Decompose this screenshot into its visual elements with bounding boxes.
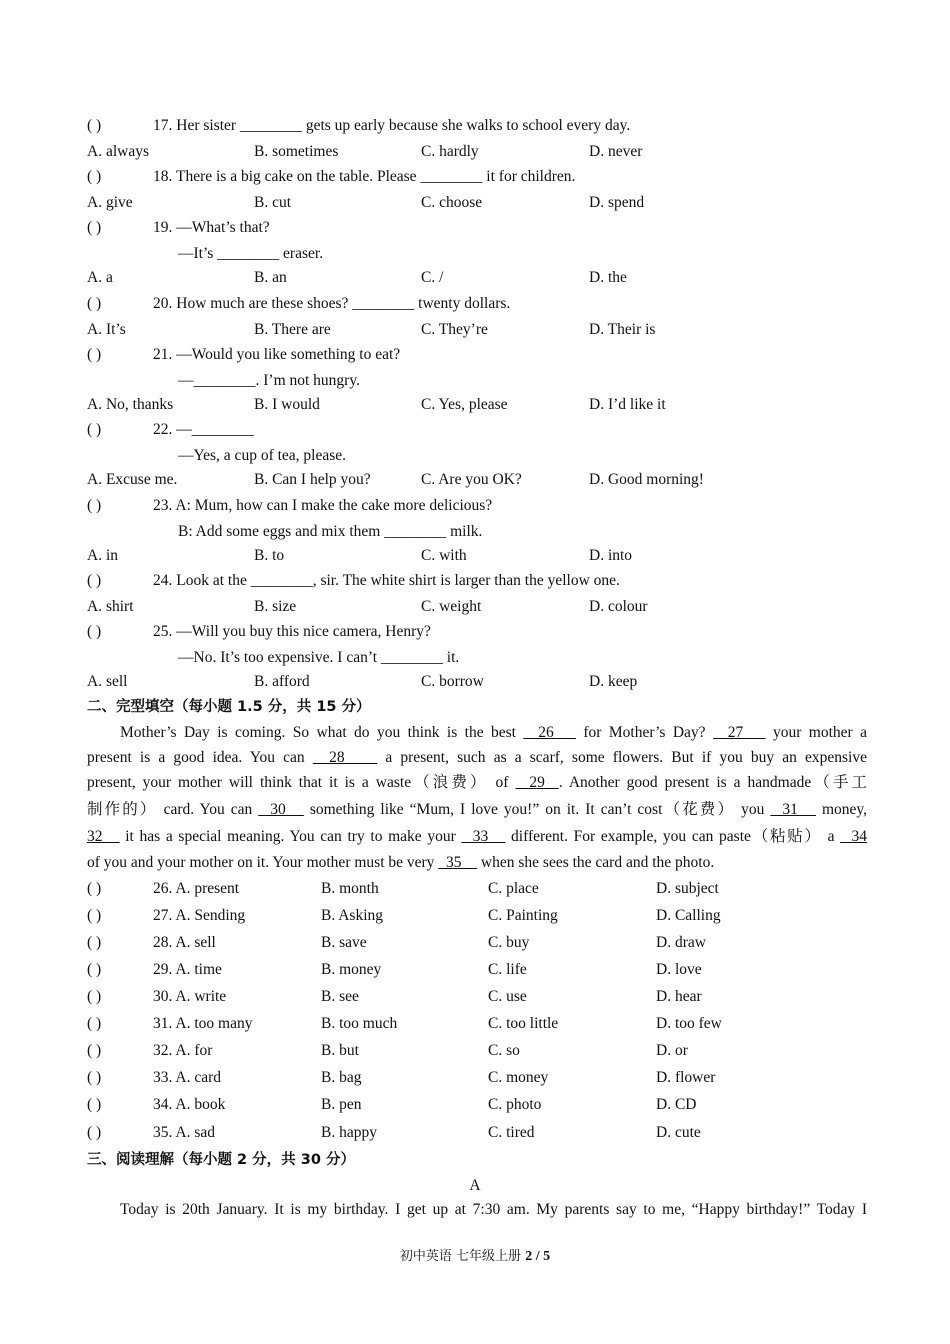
cloze-question-35: [87, 1121, 867, 1145]
cloze-question-32: [87, 1039, 867, 1063]
answer-paren[interactable]: ( ): [87, 497, 102, 514]
option-c[interactable]: C. life: [488, 961, 527, 978]
option-a[interactable]: 30. A. write: [153, 988, 227, 1005]
passage-line: present is a good idea. You can 28 a present, such as a scarf, some flowers. But if you buy an expensive: [87, 749, 867, 766]
option-a[interactable]: 32. A. for: [153, 1042, 213, 1059]
blank-30[interactable]: 30: [258, 801, 304, 818]
option-d[interactable]: D. keep: [589, 673, 638, 690]
answer-paren[interactable]: ( ): [87, 219, 102, 236]
page-number: 2 / 5: [525, 1249, 551, 1264]
option-a[interactable]: 34. A. book: [153, 1096, 226, 1113]
option-d[interactable]: D. or: [656, 1042, 688, 1059]
option-d[interactable]: D. into: [589, 547, 633, 564]
option-d[interactable]: D. colour: [589, 598, 648, 615]
option-b[interactable]: B. sometimes: [254, 143, 339, 160]
option-b[interactable]: B. month: [321, 880, 379, 897]
option-c[interactable]: C. They’re: [421, 321, 488, 338]
option-a[interactable]: A. No, thanks: [87, 396, 174, 413]
option-c[interactable]: C. Painting: [488, 907, 558, 924]
reading-passage-line: Today is 20th January. It is my birthday. I get up at 7:30 am. My parents say to me, “Happy birthday!” Today I: [120, 1201, 867, 1218]
blank-31[interactable]: 31: [770, 801, 816, 818]
option-b[interactable]: B. Can I help you?: [254, 471, 371, 488]
answer-paren[interactable]: ( ): [87, 1096, 102, 1113]
blank-29[interactable]: 29: [515, 774, 559, 791]
option-d[interactable]: D. flower: [656, 1069, 716, 1086]
option-c[interactable]: C. Yes, please: [421, 396, 508, 413]
question-stem: ( ) 21. —Would you like something to eat?: [87, 343, 400, 367]
footer-text: 初中英语 七年级上册: [399, 1249, 526, 1264]
question-stem: ( ) 17. Her sister ________ gets up early because she walks to school every day.: [87, 114, 630, 138]
passage-line: 32 it has a special meaning. You can try to make your 33 different. For example, you can paste（粘贴） a 34: [87, 828, 868, 845]
blank-28[interactable]: 28: [312, 749, 378, 766]
option-c[interactable]: C. hardly: [421, 143, 479, 160]
option-d[interactable]: D. love: [656, 961, 702, 978]
option-c[interactable]: C. Are you OK?: [421, 471, 522, 488]
option-b[interactable]: B. pen: [321, 1096, 362, 1113]
option-a[interactable]: A. Excuse me.: [87, 471, 178, 488]
option-d[interactable]: D. Calling: [656, 907, 721, 924]
option-d[interactable]: D. draw: [656, 934, 706, 951]
question-stem: ( ) 25. —Will you buy this nice camera, Henry?: [87, 620, 431, 644]
option-a[interactable]: A. always: [87, 143, 149, 160]
option-a[interactable]: 29. A. time: [153, 961, 222, 978]
option-a[interactable]: 33. A. card: [153, 1069, 222, 1086]
options-row: [87, 670, 867, 694]
cloze-question-33: [87, 1066, 867, 1090]
options-row: [87, 595, 867, 619]
option-c[interactable]: C. with: [421, 547, 467, 564]
answer-paren[interactable]: ( ): [87, 907, 102, 924]
option-c[interactable]: C. place: [488, 880, 539, 897]
options-row: [87, 140, 867, 164]
answer-paren[interactable]: ( ): [87, 1042, 102, 1059]
cloze-question-28: [87, 931, 867, 955]
option-b[interactable]: B. happy: [321, 1124, 377, 1141]
option-d[interactable]: D. the: [589, 269, 627, 286]
cloze-question-30: [87, 985, 867, 1009]
section-heading-cloze: 二、完型填空（每小题 1.5 分，共 15 分）: [87, 699, 371, 715]
option-c[interactable]: C. tired: [488, 1124, 535, 1141]
option-d[interactable]: D. CD: [656, 1096, 697, 1113]
option-a[interactable]: 27. A. Sending: [153, 907, 246, 924]
passage-line: 制作的） card. You can 30 something like “Mum, I love you!” on it. It can’t cost（花费） you 31 money,: [87, 801, 868, 818]
option-a[interactable]: A. in: [87, 547, 118, 564]
question-stem-2: B: Add some eggs and mix them ________ milk.: [178, 523, 483, 540]
option-c[interactable]: C. so: [488, 1042, 520, 1059]
blank-35[interactable]: 35: [438, 854, 478, 871]
option-c[interactable]: C. buy: [488, 934, 530, 951]
option-a[interactable]: 31. A. too many: [153, 1015, 253, 1032]
answer-paren[interactable]: ( ): [87, 934, 102, 951]
option-c[interactable]: C. money: [488, 1069, 549, 1086]
option-d[interactable]: D. hear: [656, 988, 702, 1005]
question-stem: ( ) 24. Look at the ________, sir. The white shirt is larger than the yellow one.: [87, 569, 620, 593]
option-a[interactable]: A. a: [87, 269, 113, 286]
cloze-question-27: [87, 904, 867, 928]
question-stem: ( ) 18. There is a big cake on the table. Please ________ it for children.: [87, 165, 575, 189]
section-heading-reading: 三、阅读理解（每小题 2 分，共 30 分）: [87, 1152, 355, 1168]
options-row: [87, 318, 867, 342]
option-c[interactable]: C. too little: [488, 1015, 559, 1032]
option-c[interactable]: C. weight: [421, 598, 482, 615]
option-b[interactable]: B. see: [321, 988, 359, 1005]
option-d[interactable]: D. never: [589, 143, 643, 160]
option-b[interactable]: B. Asking: [321, 907, 384, 924]
question-stem: ( ) 20. How much are these shoes? ________ twenty dollars.: [87, 292, 510, 316]
option-d[interactable]: D. too few: [656, 1015, 722, 1032]
answer-paren[interactable]: ( ): [87, 117, 102, 134]
answer-paren[interactable]: ( ): [87, 880, 102, 897]
blank-34[interactable]: 34: [840, 828, 868, 845]
cloze-question-34: [87, 1093, 867, 1117]
option-b[interactable]: B. an: [254, 269, 287, 286]
answer-paren[interactable]: ( ): [87, 168, 102, 185]
blank-27[interactable]: 27: [712, 724, 766, 741]
answer-paren[interactable]: ( ): [87, 346, 102, 363]
option-c[interactable]: C. /: [421, 269, 444, 286]
answer-paren[interactable]: ( ): [87, 623, 102, 640]
option-a[interactable]: 35. A. sad: [153, 1124, 215, 1141]
options-row: [87, 393, 867, 417]
option-a[interactable]: A. shirt: [87, 598, 134, 615]
option-b[interactable]: B. There are: [254, 321, 331, 338]
option-d[interactable]: D. Good morning!: [589, 471, 704, 488]
option-c[interactable]: C. photo: [488, 1096, 542, 1113]
option-d[interactable]: D. I’d like it: [589, 396, 666, 413]
blank-26[interactable]: 26: [523, 724, 576, 741]
cloze-question-26: [87, 877, 867, 901]
options-row: [87, 468, 867, 492]
option-a[interactable]: A. sell: [87, 673, 128, 690]
answer-paren[interactable]: ( ): [87, 421, 102, 438]
page-footer: [0, 1245, 950, 1265]
option-d[interactable]: D. spend: [589, 194, 645, 211]
options-row: [87, 191, 867, 215]
question-stem-2: —Yes, a cup of tea, please.: [178, 447, 347, 464]
answer-paren[interactable]: ( ): [87, 1069, 102, 1086]
passage-line: present, your mother will think that it is a waste（浪费） of 29 . Another good present is a handmade（手工: [87, 774, 868, 791]
question-stem-2: —No. It’s too expensive. I can’t ________ it.: [178, 649, 460, 666]
option-b[interactable]: B. I would: [254, 396, 320, 413]
answer-paren[interactable]: ( ): [87, 572, 102, 589]
option-a[interactable]: A. give: [87, 194, 133, 211]
question-stem: ( ) 23. A: Mum, how can I make the cake more delicious?: [87, 494, 492, 518]
option-b[interactable]: B. to: [254, 547, 285, 564]
answer-paren[interactable]: ( ): [87, 988, 102, 1005]
option-d[interactable]: D. Their is: [589, 321, 656, 338]
answer-paren[interactable]: ( ): [87, 1015, 102, 1032]
option-b[interactable]: B. afford: [254, 673, 310, 690]
blank-33[interactable]: 33: [461, 828, 506, 845]
option-d[interactable]: D. subject: [656, 880, 719, 897]
passage-label: A: [469, 1177, 481, 1194]
option-b[interactable]: B. bag: [321, 1069, 362, 1086]
option-b[interactable]: B. money: [321, 961, 382, 978]
answer-paren[interactable]: ( ): [87, 295, 102, 312]
option-a[interactable]: A. It’s: [87, 321, 126, 338]
option-a[interactable]: 28. A. sell: [153, 934, 216, 951]
option-c[interactable]: C. borrow: [421, 673, 484, 690]
cloze-question-31: [87, 1012, 867, 1036]
option-b[interactable]: B. too much: [321, 1015, 398, 1032]
options-row: [87, 544, 867, 568]
option-b[interactable]: B. but: [321, 1042, 359, 1059]
passage-line: of you and your mother on it. Your mother must be very 35 when she sees the card and the photo.: [87, 854, 715, 871]
option-b[interactable]: B. cut: [254, 194, 292, 211]
option-c[interactable]: C. use: [488, 988, 527, 1005]
question-stem: ( ) 22. —________: [87, 418, 254, 442]
option-c[interactable]: C. choose: [421, 194, 483, 211]
question-stem: ( ) 19. —What’s that?: [87, 216, 270, 240]
cloze-question-29: [87, 958, 867, 982]
answer-paren[interactable]: ( ): [87, 961, 102, 978]
question-stem-2: —It’s ________ eraser.: [178, 245, 324, 262]
option-b[interactable]: B. save: [321, 934, 367, 951]
answer-paren[interactable]: ( ): [87, 1124, 102, 1141]
option-a[interactable]: 26. A. present: [153, 880, 240, 897]
option-d[interactable]: D. cute: [656, 1124, 701, 1141]
option-b[interactable]: B. size: [254, 598, 297, 615]
passage-line: Mother’s Day is coming. So what do you think is the best 26 for Mother’s Day? 27 your mother a: [120, 724, 867, 741]
question-stem-2: —________. I’m not hungry.: [178, 372, 360, 389]
options-row: [87, 266, 867, 290]
blank-32[interactable]: 32: [87, 828, 120, 845]
